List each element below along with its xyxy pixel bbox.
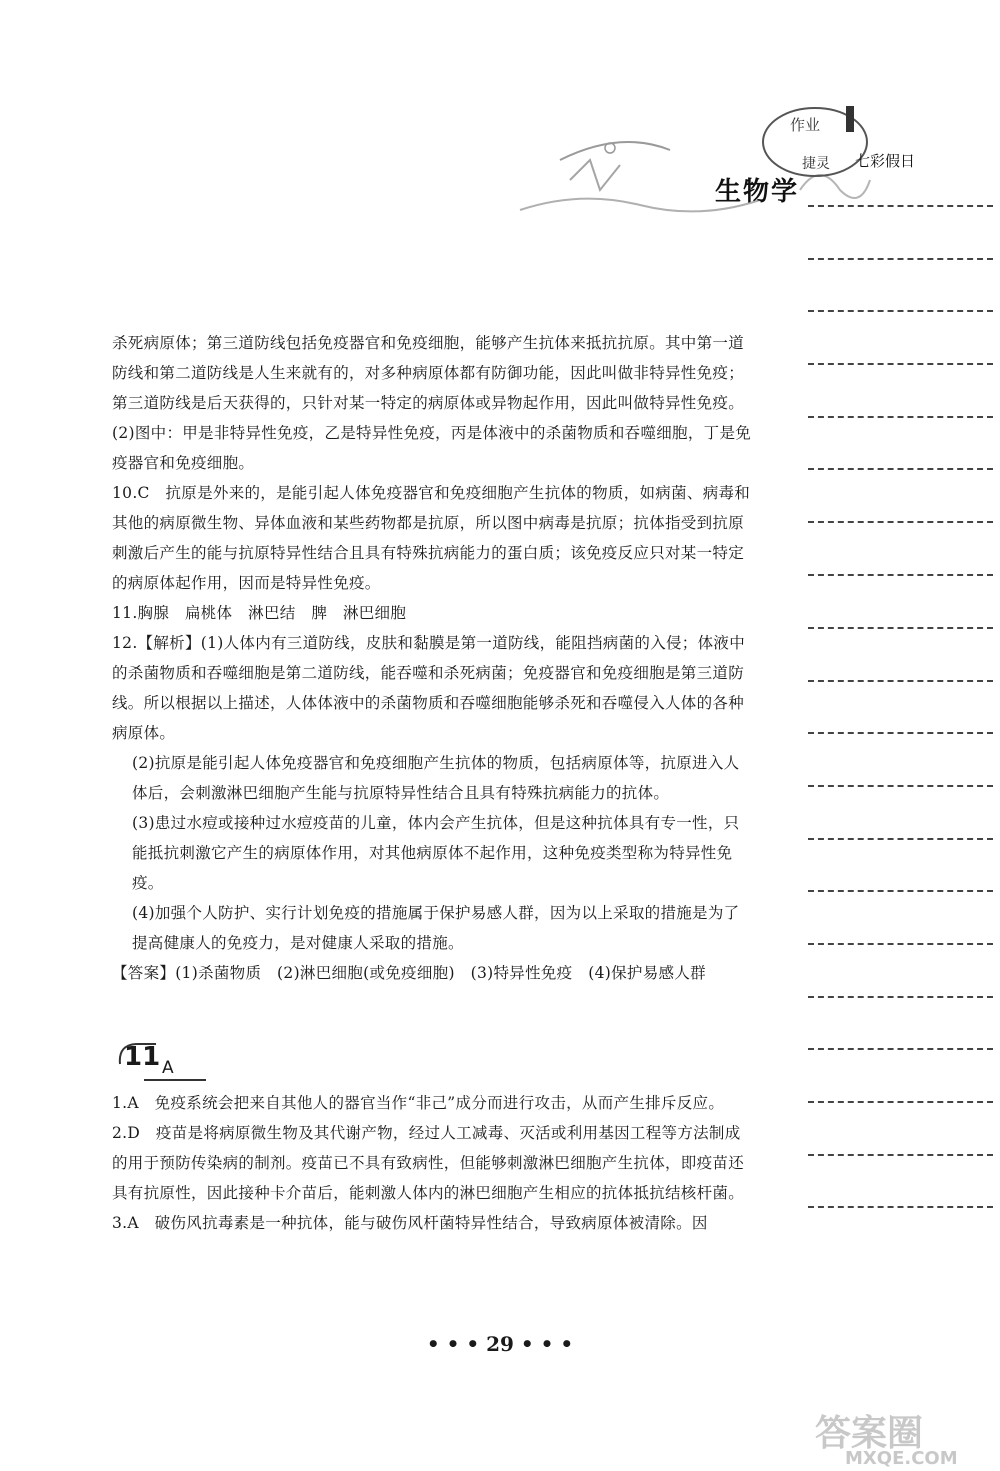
stamp-bottom-text: 捷灵 bbox=[802, 156, 830, 172]
paragraph: (2)图中：甲是非特异性免疫，乙是特异性免疫，丙是体液中的杀菌物质和吞噬细胞，丁是免疫器官和免疫细胞。 bbox=[112, 424, 752, 472]
stamp-top-text: 作业 bbox=[790, 116, 821, 134]
paragraph: 11.胸腺 扁桃体 淋巴结 脾 淋巴细胞 bbox=[112, 604, 407, 622]
paragraph: (3)患过水痘或接种过水痘疫苗的儿童，体内会产生抗体，但是这种抗体具有专一性，只能抵抗刺激它产生的病原体作用，对其他病原体不起作用，这种免疫类型称为特异性免疫。 bbox=[132, 814, 740, 892]
stamp-seal-icon bbox=[760, 100, 870, 180]
page-number: • • • 29 • • • bbox=[426, 1332, 574, 1356]
section-number: 11 bbox=[124, 1042, 161, 1072]
paragraph: (4)加强个人防护、实行计划免疫的措施属于保护易感人群，因为以上采取的措施是为了提高健康人的免疫力，是对健康人采取的措施。 bbox=[132, 904, 740, 952]
section-content bbox=[112, 1088, 752, 1238]
answer-paragraph: 【答案】(1)杀菌物质 (2)淋巴细胞(或免疫细胞) (3)特异性免疫 (4)保护易感人群 bbox=[112, 964, 706, 982]
paragraph: 2.D 疫苗是将病原微生物及其代谢产物，经过人工减毒、灭活或利用基因工程等方法制成的用于预防传染病的制剂。疫苗已不具有致病性，但能够刺激淋巴细胞产生抗体，即疫苗还具有抗原性，因此接种卡介苗后，能刺激人体内的淋巴细胞产生相应的抗体抵抗结核杆菌。 bbox=[112, 1124, 745, 1202]
paragraph: 10.C 抗原是外来的，是能引起人体免疫器官和免疫细胞产生抗体的物质，如病菌、病毒和其他的病原微生物、异体血液和某些药物都是抗原，所以图中病毒是抗原；抗体指受到抗原刺激后产生的能与抗原特异性结合且具有特殊抗病能力的蛋白质；该免疫反应只对某一特定的病原体起作用，因而是特异性免疫。 bbox=[112, 484, 751, 592]
paragraph: 1.A 免疫系统会把来自其他人的器官当作“非己”成分而进行攻击，从而产生排斥反应。 bbox=[112, 1094, 725, 1112]
paragraph: 12.【解析】(1)人体内有三道防线，皮肤和黏膜是第一道防线，能阻挡病菌的入侵；体液中的杀菌物质和吞噬细胞是第二道防线，能吞噬和杀死病菌；免疫器官和免疫细胞是第三道防线。所以根据以上描述，人体体液中的杀菌物质和吞噬细胞能够杀死和吞噬侵入人体的各种病原体。 bbox=[112, 634, 746, 742]
paragraph: 3.A 破伤风抗毒素是一种抗体，能与破伤风杆菌特异性结合，导致病原体被清除。因 bbox=[112, 1214, 708, 1232]
watermark-logo: 答案圈 bbox=[815, 1413, 924, 1454]
paragraph: 杀死病原体；第三道防线包括免疫器官和免疫细胞，能够产生抗体来抵抗抗原。其中第一道防线和第二道防线是人生来就有的，对多种病原体都有防御功能，因此叫做非特异性免疫；第三道防线是后天获得的，只针对某一特定的病原体或异物起作用，因此叫做特异性免疫。 bbox=[112, 334, 745, 412]
section-letter: A bbox=[162, 1058, 174, 1078]
brand-label: 七彩假日 bbox=[855, 152, 916, 170]
subject-title: 生物学 bbox=[715, 177, 800, 207]
paragraph: (2)抗原是能引起人体免疫器官和免疫细胞产生抗体的物质，包括病原体等，抗原进入人体后，会刺激淋巴细胞产生能与抗原特异性结合且具有特殊抗病能力的抗体。 bbox=[132, 754, 740, 802]
answer-content bbox=[112, 328, 752, 988]
watermark-url: MXQE.COM bbox=[845, 1448, 958, 1469]
